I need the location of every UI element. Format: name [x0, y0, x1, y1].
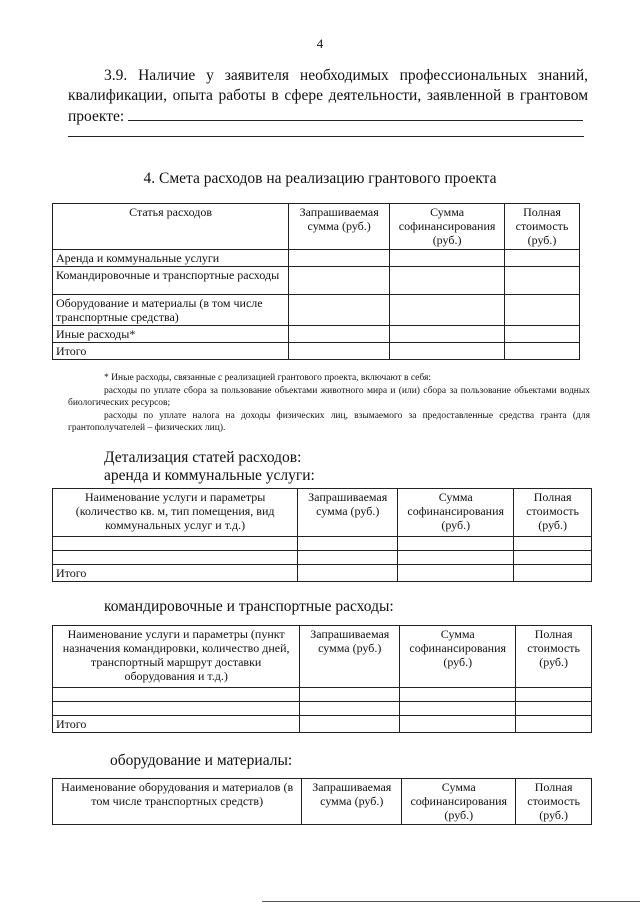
- cell-input[interactable]: [53, 551, 298, 565]
- equipment-title: оборудование и материалы:: [110, 752, 293, 769]
- cell-input[interactable]: [505, 250, 580, 267]
- section-3-9-line3: проекте:: [68, 108, 125, 125]
- cell-input[interactable]: [390, 326, 505, 343]
- row-total-label: Итого: [53, 716, 300, 733]
- cell-input[interactable]: [398, 551, 514, 565]
- cell-input[interactable]: [390, 250, 505, 267]
- header-requested: Запрашиваемая сумма (руб.): [300, 626, 400, 688]
- section-4-title: 4. Смета расходов на реализацию грантового проекта: [143, 170, 497, 187]
- cell-input[interactable]: [514, 565, 592, 582]
- answer-line-2[interactable]: [68, 136, 584, 137]
- cell-input[interactable]: [300, 716, 400, 733]
- header-total-cost: Полная стоимость (руб.): [516, 779, 592, 825]
- cell-input[interactable]: [53, 537, 298, 551]
- cell-input[interactable]: [298, 565, 398, 582]
- cell-input[interactable]: [289, 267, 390, 295]
- cell-input[interactable]: [398, 537, 514, 551]
- header-service: Наименование услуги и параметры (пункт назначения командировки, количество дней, транспортный маршрут доставки оборудования и т.д.): [53, 626, 300, 688]
- cell-input[interactable]: [400, 702, 516, 716]
- cell-input[interactable]: [505, 295, 580, 326]
- header-cofinancing: Сумма софинансирования (руб.): [400, 626, 516, 688]
- cell-input[interactable]: [516, 688, 592, 702]
- header-cofinancing: Сумма софинансирования (руб.): [390, 204, 505, 250]
- cell-input[interactable]: [300, 702, 400, 716]
- section-3-9: [68, 66, 588, 127]
- cell-input[interactable]: [400, 688, 516, 702]
- travel-title: командировочные и транспортные расходы:: [104, 598, 394, 615]
- cell-input[interactable]: [390, 343, 505, 360]
- footnote-line2: расходы по уплате сбора за пользование объектами животного мира и (или) сбора за пользование объектами водных биологических ресурсов;: [68, 385, 590, 408]
- row-label: Итого: [53, 343, 289, 360]
- header-article: Статья расходов: [53, 204, 289, 250]
- header-equipment: Наименование оборудования и материалов (в том числе транспортных средств): [53, 779, 302, 825]
- equipment-table: [52, 778, 592, 825]
- header-service: Наименование услуги и параметры (количество кв. м, тип помещения, вид коммунальных услуг и т.д.): [53, 489, 298, 537]
- cell-input[interactable]: [505, 326, 580, 343]
- footnote: [68, 372, 590, 435]
- page-bottom-edge: [262, 901, 640, 902]
- rent-table: [52, 488, 592, 582]
- cell-input[interactable]: [289, 250, 390, 267]
- detail-title: Детализация статей расходов:: [104, 449, 302, 466]
- cell-input[interactable]: [514, 537, 592, 551]
- cell-input[interactable]: [505, 343, 580, 360]
- cell-input[interactable]: [390, 295, 505, 326]
- footnote-line3: расходы по уплате налога на доходы физических лиц, взымаемого за предоставленные средства гранта (для грантополучателей – физических лиц).: [68, 410, 590, 433]
- cell-input[interactable]: [516, 702, 592, 716]
- cell-input[interactable]: [400, 716, 516, 733]
- cell-input[interactable]: [53, 688, 300, 702]
- header-total-cost: Полная стоимость (руб.): [516, 626, 592, 688]
- section-3-9-line1: 3.9. Наличие у заявителя необходимых профессиональных знаний,: [104, 67, 588, 84]
- header-total-cost: Полная стоимость (руб.): [514, 489, 592, 537]
- cell-input[interactable]: [289, 295, 390, 326]
- row-label: Командировочные и транспортные расходы: [53, 267, 289, 295]
- cell-input[interactable]: [298, 537, 398, 551]
- cell-input[interactable]: [289, 343, 390, 360]
- row-label: Иные расходы*: [53, 326, 289, 343]
- cell-input[interactable]: [398, 565, 514, 582]
- header-requested: Запрашиваемая сумма (руб.): [298, 489, 398, 537]
- cell-input[interactable]: [289, 326, 390, 343]
- answer-line[interactable]: [128, 106, 583, 121]
- cell-input[interactable]: [514, 551, 592, 565]
- header-requested: Запрашиваемая сумма (руб.): [289, 204, 390, 250]
- rent-title: аренда и коммунальные услуги:: [104, 467, 315, 484]
- row-label: Аренда и коммунальные услуги: [53, 250, 289, 267]
- row-label: Оборудование и материалы (в том числе транспортные средства): [53, 295, 289, 326]
- cell-input[interactable]: [300, 688, 400, 702]
- cell-input[interactable]: [390, 267, 505, 295]
- footnote-line1: * Иные расходы, связанные с реализацией грантового проекта, включают в себя:: [104, 373, 432, 383]
- header-requested: Запрашиваемая сумма (руб.): [302, 779, 402, 825]
- cell-input[interactable]: [53, 702, 300, 716]
- budget-table: [52, 203, 580, 360]
- page-number: 4: [316, 36, 324, 51]
- cell-input[interactable]: [516, 716, 592, 733]
- section-3-9-line2: квалификации, опыта работы в сфере деятельности, заявленной в грантовом: [68, 87, 588, 104]
- row-total-label: Итого: [53, 565, 298, 582]
- header-cofinancing: Сумма софинансирования (руб.): [402, 779, 516, 825]
- header-cofinancing: Сумма софинансирования (руб.): [398, 489, 514, 537]
- cell-input[interactable]: [298, 551, 398, 565]
- cell-input[interactable]: [505, 267, 580, 295]
- header-total-cost: Полная стоимость (руб.): [505, 204, 580, 250]
- travel-table: [52, 625, 592, 733]
